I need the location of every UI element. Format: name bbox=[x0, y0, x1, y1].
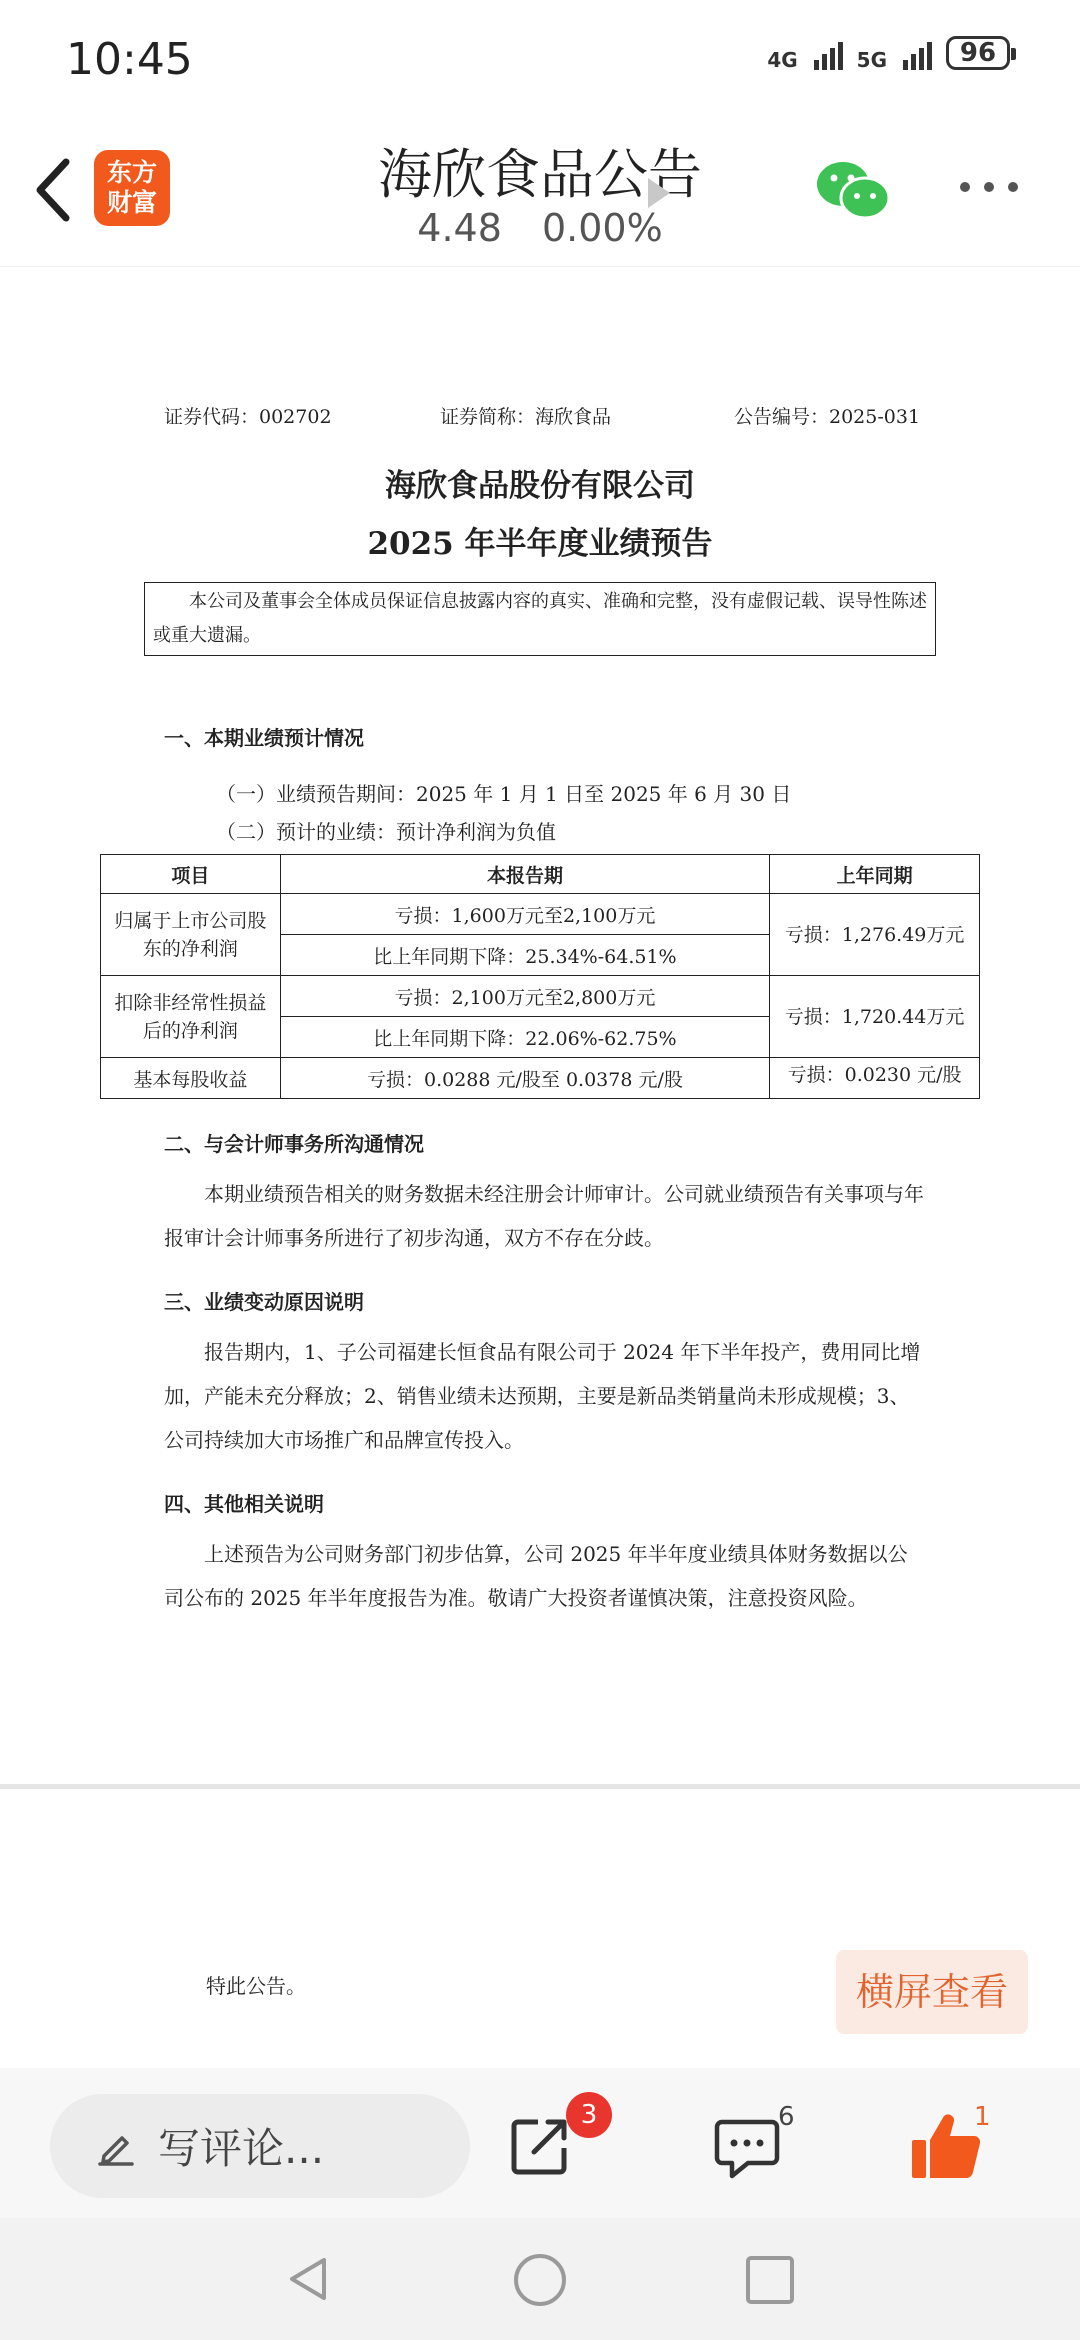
table-header: 项目 bbox=[101, 855, 281, 894]
app-header bbox=[0, 130, 1080, 267]
pen-icon bbox=[96, 2126, 136, 2166]
network-5g-label: 5G bbox=[856, 48, 887, 72]
doc-company: 海欣食品股份有限公司 bbox=[385, 468, 695, 504]
section3-text: 报告期内，1、子公司福建长恒食品有限公司于 2024 年下半年投产，费用同比增加，产能未充分释放；2、销售业绩未达预期，主要是新品类销量尚未形成规模；3、公司持续加大市场推广和品牌宣传投入。 bbox=[164, 1340, 921, 1452]
status-bar bbox=[0, 0, 1080, 120]
comment-count: 6 bbox=[778, 2102, 795, 2132]
performance-table bbox=[100, 854, 980, 1099]
comment-icon[interactable] bbox=[714, 2118, 780, 2180]
doc-title: 2025 年半年度业绩预告 bbox=[367, 526, 713, 562]
section2-text: 本期业绩预告相关的财务数据未经注册会计师审计。公司就业绩预告有关事项与年报审计会计师事务所进行了初步沟通，双方不存在分歧。 bbox=[164, 1182, 924, 1250]
nav-recents-icon[interactable] bbox=[746, 2256, 794, 2304]
system-nav-bar bbox=[0, 2218, 1080, 2340]
row-label: 扣除非经常性损益后的净利润 bbox=[101, 976, 281, 1058]
landscape-view-button[interactable]: 横屏查看 bbox=[836, 1950, 1028, 2034]
table-row bbox=[101, 976, 980, 1017]
security-code: 证券代码：002702 bbox=[164, 406, 332, 428]
row-label: 基本每股收益 bbox=[101, 1058, 281, 1099]
table-cell: 亏损：0.0230 元/股 bbox=[787, 1064, 962, 1086]
stock-change: 0.00% bbox=[541, 206, 663, 250]
table-cell: 亏损：0.0288 元/股至 0.0378 元/股 bbox=[280, 1058, 769, 1099]
stock-price: 4.48 bbox=[417, 206, 502, 250]
table-cell: 亏损：1,600万元至2,100万元 bbox=[280, 894, 769, 935]
disclaimer-text: 本公司及董事会全体成员保证信息披露内容的真实、准确和完整，没有虚假记载、误导性陈述或重大遗漏。 bbox=[153, 591, 927, 646]
nav-home-icon[interactable] bbox=[514, 2254, 566, 2306]
table-header-row bbox=[101, 855, 980, 894]
section1-heading: 一、本期业绩预计情况 bbox=[164, 726, 364, 750]
section4-text: 上述预告为公司财务部门初步估算，公司 2025 年半年度业绩具体财务数据以公司公布的 2025 年半年度报告为准。敬请广大投资者谨慎决策，注意投资风险。 bbox=[164, 1542, 908, 1610]
more-options-icon[interactable] bbox=[960, 182, 1018, 192]
page-divider bbox=[0, 1784, 1080, 1789]
like-count: 1 bbox=[974, 2102, 991, 2132]
disclaimer-box bbox=[144, 582, 936, 656]
network-4g-label: 4G bbox=[767, 48, 798, 72]
table-cell-clipped bbox=[770, 1058, 980, 1099]
table-cell: 亏损：1,276.49万元 bbox=[770, 894, 980, 976]
doc-meta bbox=[164, 402, 980, 430]
section3-heading: 三、业绩变动原因说明 bbox=[164, 1290, 364, 1314]
table-header: 本报告期 bbox=[280, 855, 769, 894]
table-cell: 亏损：1,720.44万元 bbox=[770, 976, 980, 1058]
page-title: 海欣食品公告 bbox=[378, 143, 702, 206]
table-cell: 比上年同期下降：22.06%-62.75% bbox=[280, 1017, 769, 1058]
table-cell: 比上年同期下降：25.34%-64.51% bbox=[280, 935, 769, 976]
share-icon[interactable] bbox=[508, 2114, 572, 2178]
security-short-name: 证券简称：海欣食品 bbox=[440, 406, 612, 428]
section2-body bbox=[164, 1172, 924, 1260]
section1-item2: （二）预计的业绩：预计净利润为负值 bbox=[216, 820, 556, 844]
signal-indicators bbox=[767, 36, 1010, 70]
share-count-badge: 3 bbox=[566, 2092, 612, 2138]
stock-quote bbox=[0, 206, 1080, 250]
section2-heading: 二、与会计师事务所沟通情况 bbox=[164, 1132, 424, 1156]
closing-text: 特此公告。 bbox=[206, 1974, 306, 1998]
thumbs-up-icon[interactable] bbox=[910, 2112, 982, 2180]
comment-input[interactable] bbox=[50, 2094, 470, 2198]
bottom-action-bar bbox=[0, 2068, 1080, 2218]
play-arrow-icon[interactable] bbox=[648, 178, 670, 208]
table-row bbox=[101, 1058, 980, 1099]
nav-back-icon[interactable] bbox=[284, 2254, 334, 2304]
section3-body bbox=[164, 1330, 924, 1462]
section1-item1: （一）业绩预告期间：2025 年 1 月 1 日至 2025 年 6 月 30 日 bbox=[216, 782, 792, 806]
signal-4g-icon bbox=[814, 38, 843, 70]
logo-line2: 财富 bbox=[106, 188, 157, 217]
comment-placeholder: 写评论... bbox=[158, 2124, 325, 2173]
table-header: 上年同期 bbox=[770, 855, 980, 894]
wechat-share-icon[interactable] bbox=[815, 156, 891, 226]
notice-number: 公告编号：2025-031 bbox=[734, 406, 921, 428]
table-cell: 亏损：2,100万元至2,800万元 bbox=[280, 976, 769, 1017]
status-time: 10:45 bbox=[66, 34, 193, 85]
table-row bbox=[101, 894, 980, 935]
section4-body bbox=[164, 1532, 924, 1620]
battery-icon: 96 bbox=[946, 36, 1010, 70]
signal-5g-icon bbox=[903, 38, 932, 70]
section4-heading: 四、其他相关说明 bbox=[164, 1492, 324, 1516]
logo-line1: 东方 bbox=[106, 158, 157, 187]
row-label: 归属于上市公司股东的净利润 bbox=[101, 894, 281, 976]
